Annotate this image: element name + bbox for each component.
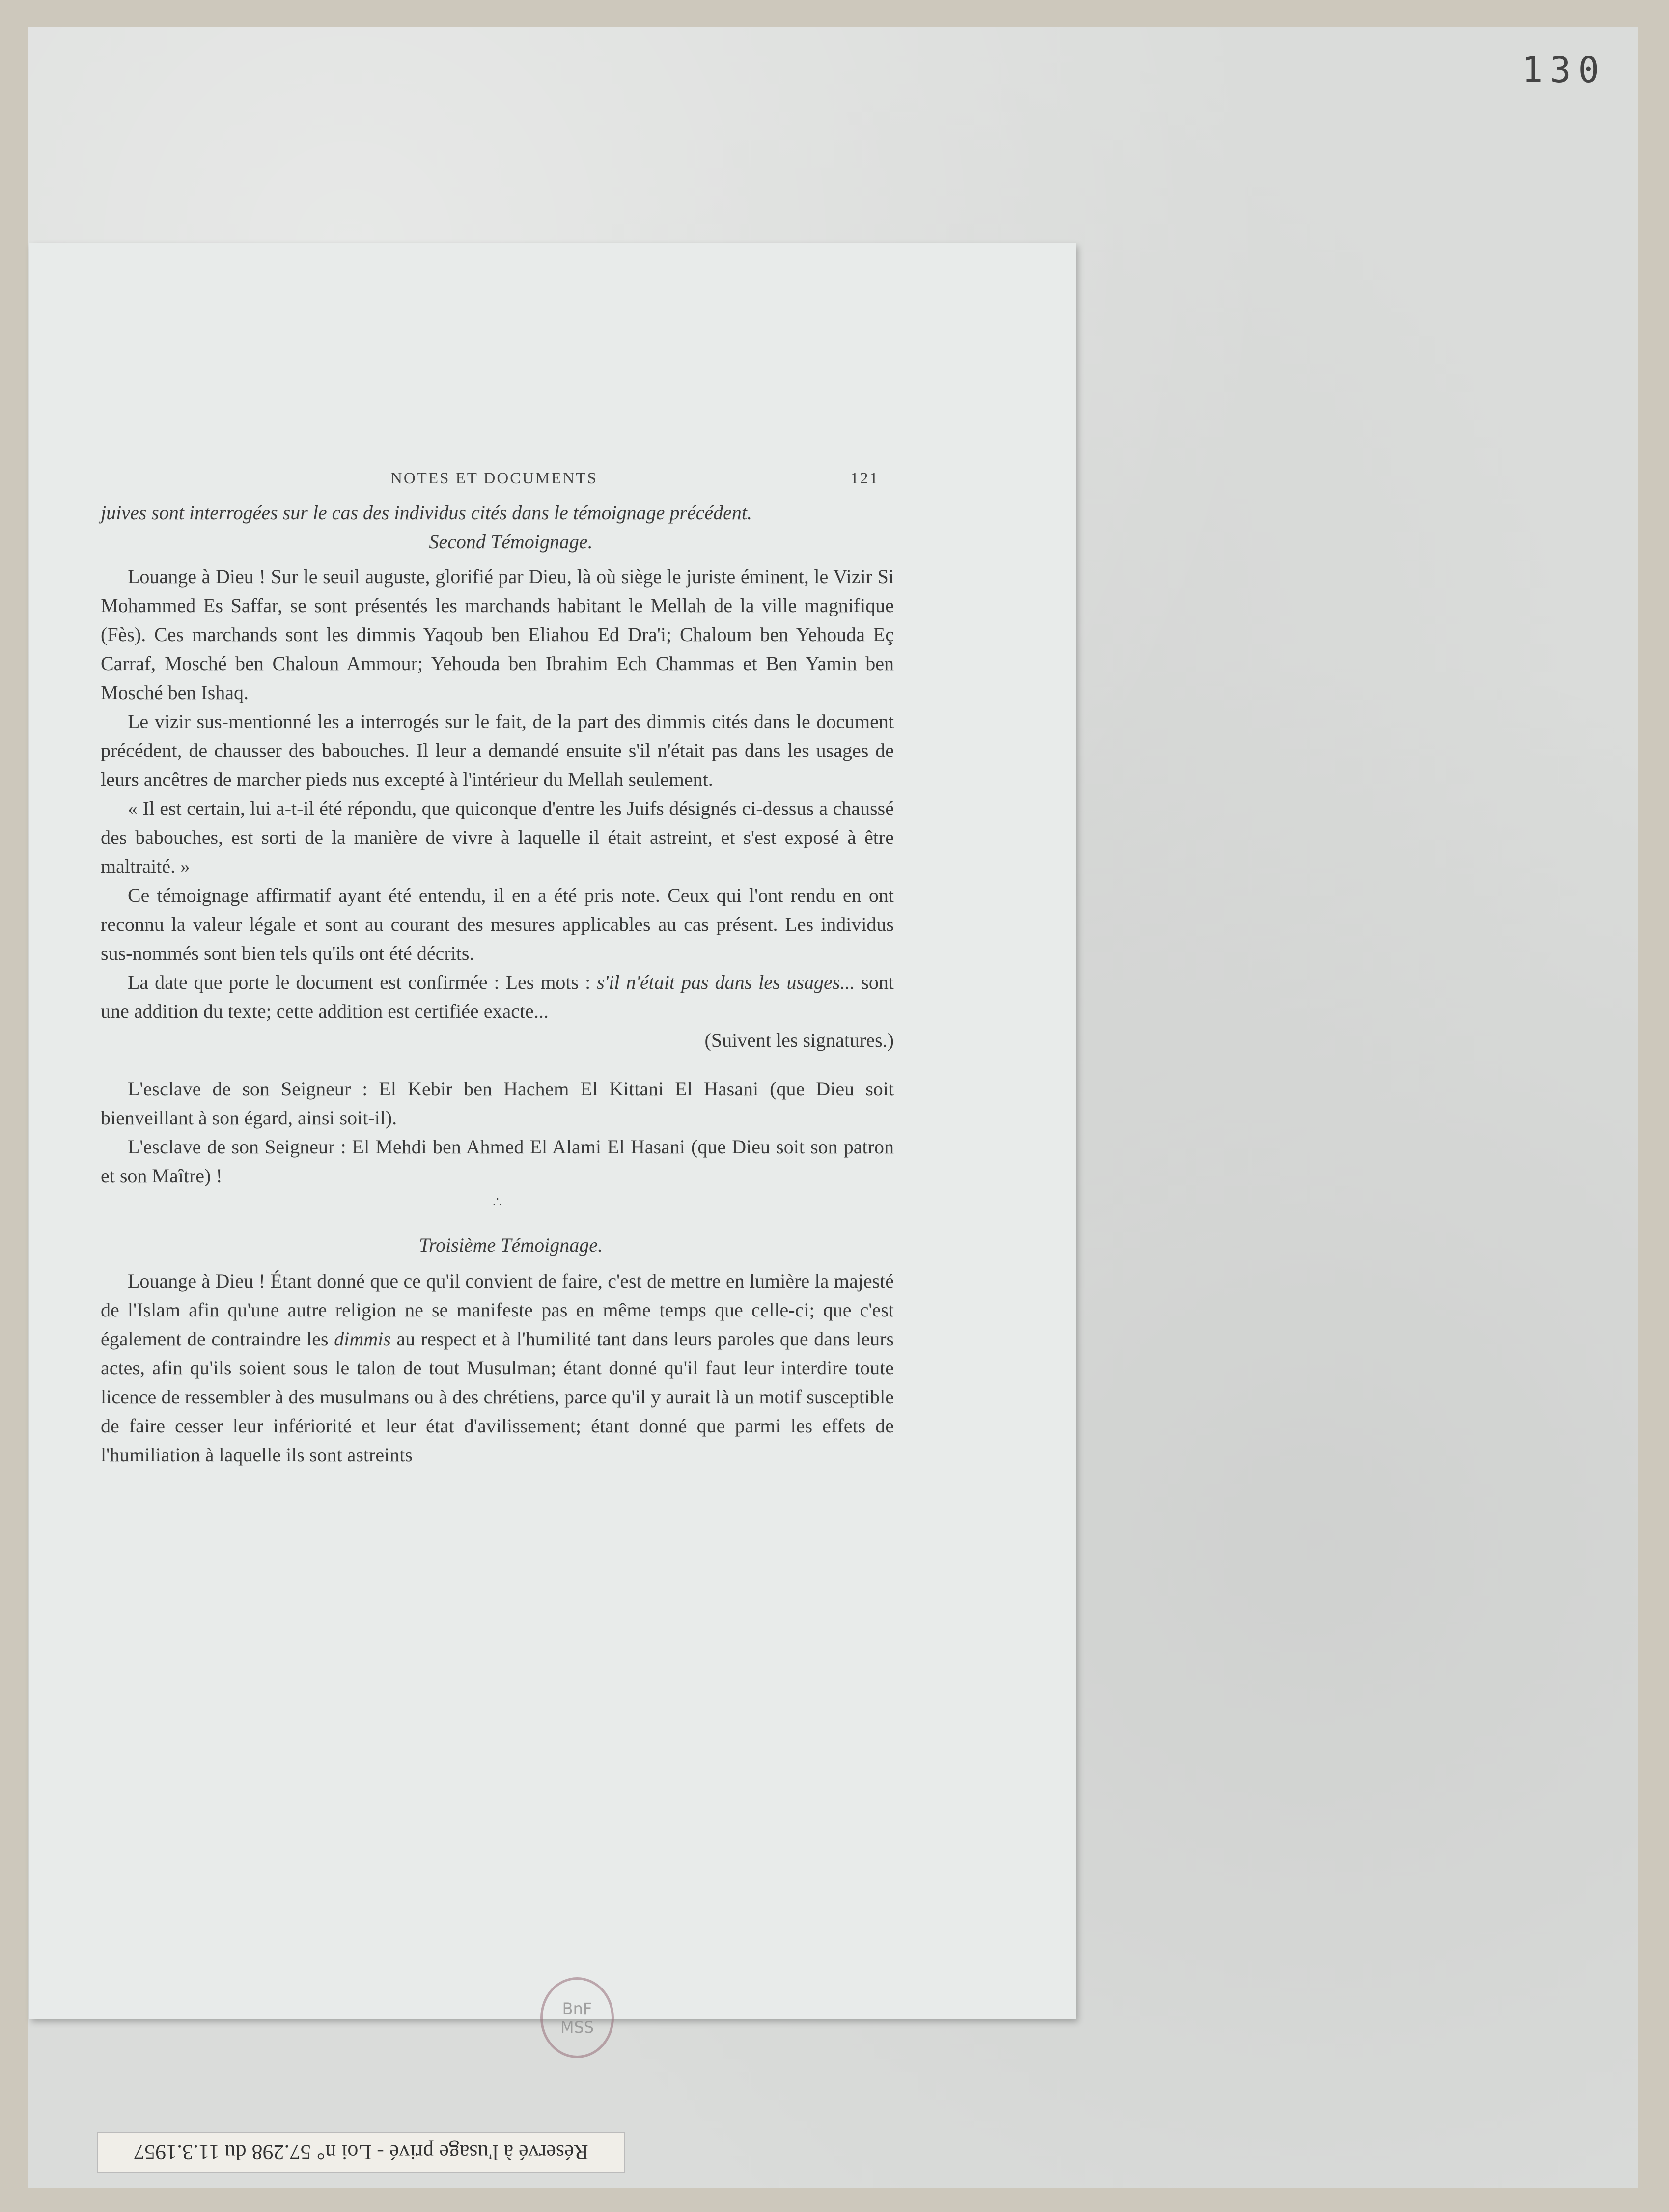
running-head-title: NOTES ET DOCUMENTS: [390, 470, 598, 487]
running-head-page-number: 121: [850, 470, 879, 487]
italic-span: s'il n'était pas dans les usages...: [597, 971, 855, 993]
paragraph: Le vizir sus-mentionné les a interrogés sur le fait, de la part des dimmis cités dans le document précédent, de chausser des babouches. Il leur a demandé ensuite s'il n'était pas dans les usages de leurs ancêtres de marcher pieds nus excepté à l'intérieur du Mellah seulement.: [101, 710, 894, 790]
text-span: La date que porte le document est confirmée : Les mots :: [128, 971, 597, 993]
text-span: au respect et à l'humilité tant dans leurs paroles que dans leurs actes, afin qu'ils soient sous le talon de tout Musulman; étant donné qu'il faut leur interdire toute licence de ressembler à des musulmans ou à des chrétiens, parce qu'il y aurait là un motif susceptible de faire cesser leur infériorité et leur état d'avilissement; étant donné que parmi les effets de l'humiliation à laquelle ils sont astreints: [101, 1328, 894, 1466]
paragraph-date: [101, 968, 894, 1026]
text-span: Louange à Dieu ! Étant donné que ce qu'il convient de faire, c'est de mettre en lumière la majesté de l'Islam afin qu'une autre religion ne se manifeste pas en même temps que celle-ci; que c'est également de contraindre les: [101, 1270, 894, 1350]
signatures-note: (Suivent les signatures.): [704, 1029, 894, 1051]
folio-number: 130: [1521, 49, 1606, 90]
printed-page: [29, 243, 1076, 2037]
library-stamp: [540, 1977, 614, 2058]
stamp-line: BnF: [562, 1999, 592, 2018]
running-head: [390, 464, 879, 493]
paragraph: [101, 1266, 894, 1469]
paragraph: Ce témoignage affirmatif ayant été entendu, il en a été pris note. Ceux qui l'ont rendu en ont reconnu la valeur légale et sont au courant des mesures applicables au cas présent. Les individus sus-nommés sont bien tels qu'ils ont été décrits.: [101, 884, 894, 964]
paragraph: « Il est certain, lui a-t-il été répondu, que quiconque d'entre les Juifs désignés ci-dessus a chaussé des babouches, est sorti de la manière de vivre à laquelle il était astreint, et s'est exposé à être maltraité. »: [101, 797, 894, 877]
section-heading-second: Second Témoignage.: [429, 531, 593, 553]
paragraph-continuation: juives sont interrogées sur le cas des individus cités dans le témoignage précédent.: [101, 502, 752, 524]
italic-span: dimmis: [334, 1328, 391, 1350]
section-heading-third: Troisième Témoignage.: [418, 1234, 603, 1256]
text-span: sont une addition du texte; cette addition est certifiée exacte...: [101, 971, 894, 1022]
page-text: [101, 464, 894, 1469]
asterism-divider: ∴: [492, 1194, 502, 1210]
stamp-line: MSS: [560, 2017, 594, 2037]
paragraph-signatory: L'esclave de son Seigneur : El Mehdi ben Ahmed El Alami El Hasani (que Dieu soit son patron et son Maître) !: [101, 1136, 894, 1187]
paragraph-signatory: L'esclave de son Seigneur : El Kebir ben Hachem El Kittani El Hasani (que Dieu soit bienveillant à son égard, ainsi soit-il).: [101, 1078, 894, 1129]
paragraph: Louange à Dieu ! Sur le seuil auguste, glorifié par Dieu, là où siège le juriste éminent, le Vizir Si Mohammed Es Saffar, se sont présentés les marchands habitant le Mellah de la ville magnifique (Fès). Ces marchands sont les dimmis Yaqoub ben Eliahou Ed Dra'i; Chaloum ben Yehouda Eç Carraf, Mosché ben Chaloun Ammour; Yehouda ben Ibrahim Ech Chammas et Ben Yamin ben Mosché ben Ishaq.: [101, 565, 894, 703]
usage-notice-label: Réservé à l'usage privé - Loi n° 57.298 du 11.3.1957: [97, 2132, 625, 2173]
mount-sheet: [28, 27, 1638, 2188]
